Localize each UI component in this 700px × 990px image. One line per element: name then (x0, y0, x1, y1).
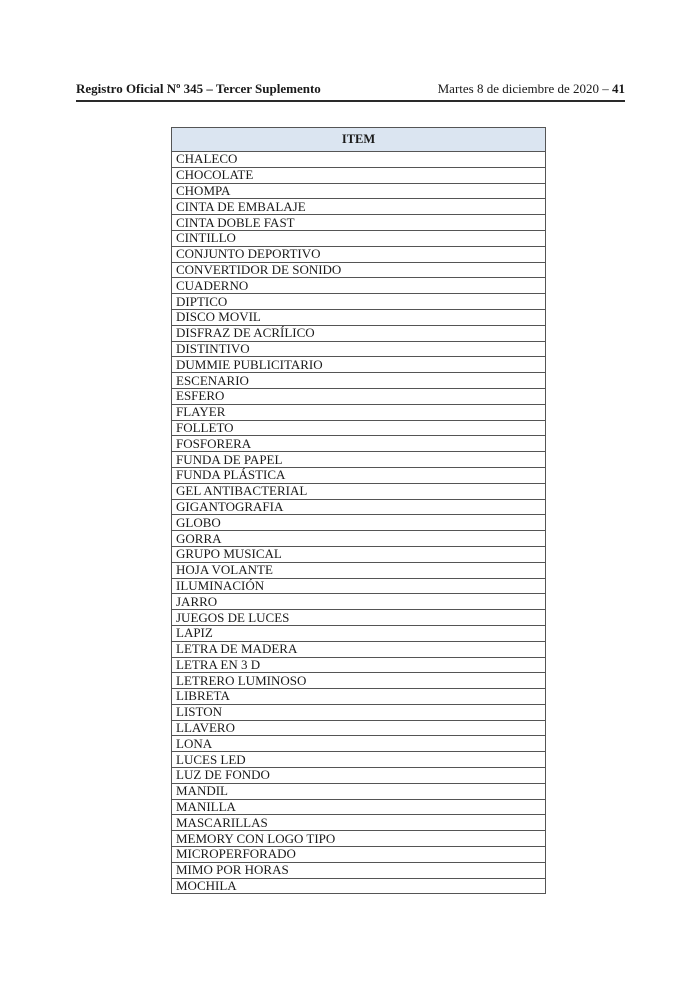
item-cell: LETRA EN 3 D (172, 657, 546, 673)
page-number: 41 (612, 81, 625, 96)
table-row (172, 752, 546, 768)
column-header-item: ITEM (172, 128, 546, 152)
item-cell: CUADERNO (172, 278, 546, 294)
item-cell: LISTON (172, 704, 546, 720)
item-cell: JUEGOS DE LUCES (172, 610, 546, 626)
item-cell: LIBRETA (172, 689, 546, 705)
table-row (172, 641, 546, 657)
item-cell: ESFERO (172, 388, 546, 404)
item-cell: LUCES LED (172, 752, 546, 768)
table-row (172, 499, 546, 515)
table-row (172, 388, 546, 404)
table-row (172, 373, 546, 389)
table-row (172, 199, 546, 215)
item-cell: LONA (172, 736, 546, 752)
table-row (172, 515, 546, 531)
item-cell: MANILLA (172, 799, 546, 815)
table-row (172, 262, 546, 278)
item-cell: CINTILLO (172, 230, 546, 246)
table-row (172, 230, 546, 246)
item-cell: MEMORY CON LOGO TIPO (172, 831, 546, 847)
item-cell: HOJA VOLANTE (172, 562, 546, 578)
table-row (172, 625, 546, 641)
item-cell: GORRA (172, 531, 546, 547)
item-cell: CONVERTIDOR DE SONIDO (172, 262, 546, 278)
item-cell: GIGANTOGRAFIA (172, 499, 546, 515)
table-row (172, 246, 546, 262)
item-cell: DUMMIE PUBLICITARIO (172, 357, 546, 373)
item-cell: FOLLETO (172, 420, 546, 436)
table-row (172, 546, 546, 562)
item-cell: JARRO (172, 594, 546, 610)
item-cell: ESCENARIO (172, 373, 546, 389)
table-row (172, 689, 546, 705)
table-row (172, 562, 546, 578)
publication-date-page (438, 81, 625, 97)
page-header (76, 80, 625, 102)
publication-title: Registro Oficial Nº 345 – Tercer Suplemento (76, 81, 321, 96)
item-cell: CHOMPA (172, 183, 546, 199)
table-row (172, 167, 546, 183)
item-cell: CHALECO (172, 152, 546, 168)
item-cell: FUNDA PLÁSTICA (172, 467, 546, 483)
table-body (172, 152, 546, 894)
table-row (172, 436, 546, 452)
item-cell: LETRA DE MADERA (172, 641, 546, 657)
table-row (172, 357, 546, 373)
table-row (172, 720, 546, 736)
table-row (172, 467, 546, 483)
table-row (172, 294, 546, 310)
table-row (172, 862, 546, 878)
item-cell: GLOBO (172, 515, 546, 531)
item-cell: LUZ DE FONDO (172, 768, 546, 784)
table-row (172, 215, 546, 231)
item-cell: FOSFORERA (172, 436, 546, 452)
item-cell: MOCHILA (172, 878, 546, 894)
item-table (171, 127, 546, 894)
table-row (172, 847, 546, 863)
item-cell: FUNDA DE PAPEL (172, 452, 546, 468)
item-cell: LLAVERO (172, 720, 546, 736)
item-cell: DISTINTIVO (172, 341, 546, 357)
table-row (172, 610, 546, 626)
table-row (172, 483, 546, 499)
item-cell: FLAYER (172, 404, 546, 420)
item-cell: MIMO POR HORAS (172, 862, 546, 878)
table-row (172, 309, 546, 325)
item-cell: MANDIL (172, 783, 546, 799)
table-row (172, 878, 546, 894)
table-row (172, 452, 546, 468)
table-row (172, 341, 546, 357)
table-row (172, 815, 546, 831)
table-row (172, 278, 546, 294)
item-cell: CINTA DE EMBALAJE (172, 199, 546, 215)
table-row (172, 325, 546, 341)
item-cell: DISCO MOVIL (172, 309, 546, 325)
table-row (172, 673, 546, 689)
item-cell: DISFRAZ DE ACRÍLICO (172, 325, 546, 341)
item-cell: DIPTICO (172, 294, 546, 310)
table-row (172, 578, 546, 594)
item-cell: CINTA DOBLE FAST (172, 215, 546, 231)
item-cell: LETRERO LUMINOSO (172, 673, 546, 689)
item-cell: MASCARILLAS (172, 815, 546, 831)
item-cell: GRUPO MUSICAL (172, 546, 546, 562)
table-row (172, 736, 546, 752)
table-row (172, 657, 546, 673)
item-cell: CHOCOLATE (172, 167, 546, 183)
table-row (172, 783, 546, 799)
item-cell: ILUMINACIÓN (172, 578, 546, 594)
table-row (172, 152, 546, 168)
item-cell: LAPIZ (172, 625, 546, 641)
table-row (172, 183, 546, 199)
table-row (172, 768, 546, 784)
item-cell: MICROPERFORADO (172, 847, 546, 863)
table-row (172, 404, 546, 420)
table-header-row (172, 128, 546, 152)
table-row (172, 594, 546, 610)
table-row (172, 531, 546, 547)
item-cell: CONJUNTO DEPORTIVO (172, 246, 546, 262)
table-row (172, 704, 546, 720)
table-row (172, 799, 546, 815)
table-row (172, 831, 546, 847)
publication-date: Martes 8 de diciembre de 2020 – (437, 81, 609, 96)
table-row (172, 420, 546, 436)
item-cell: GEL ANTIBACTERIAL (172, 483, 546, 499)
